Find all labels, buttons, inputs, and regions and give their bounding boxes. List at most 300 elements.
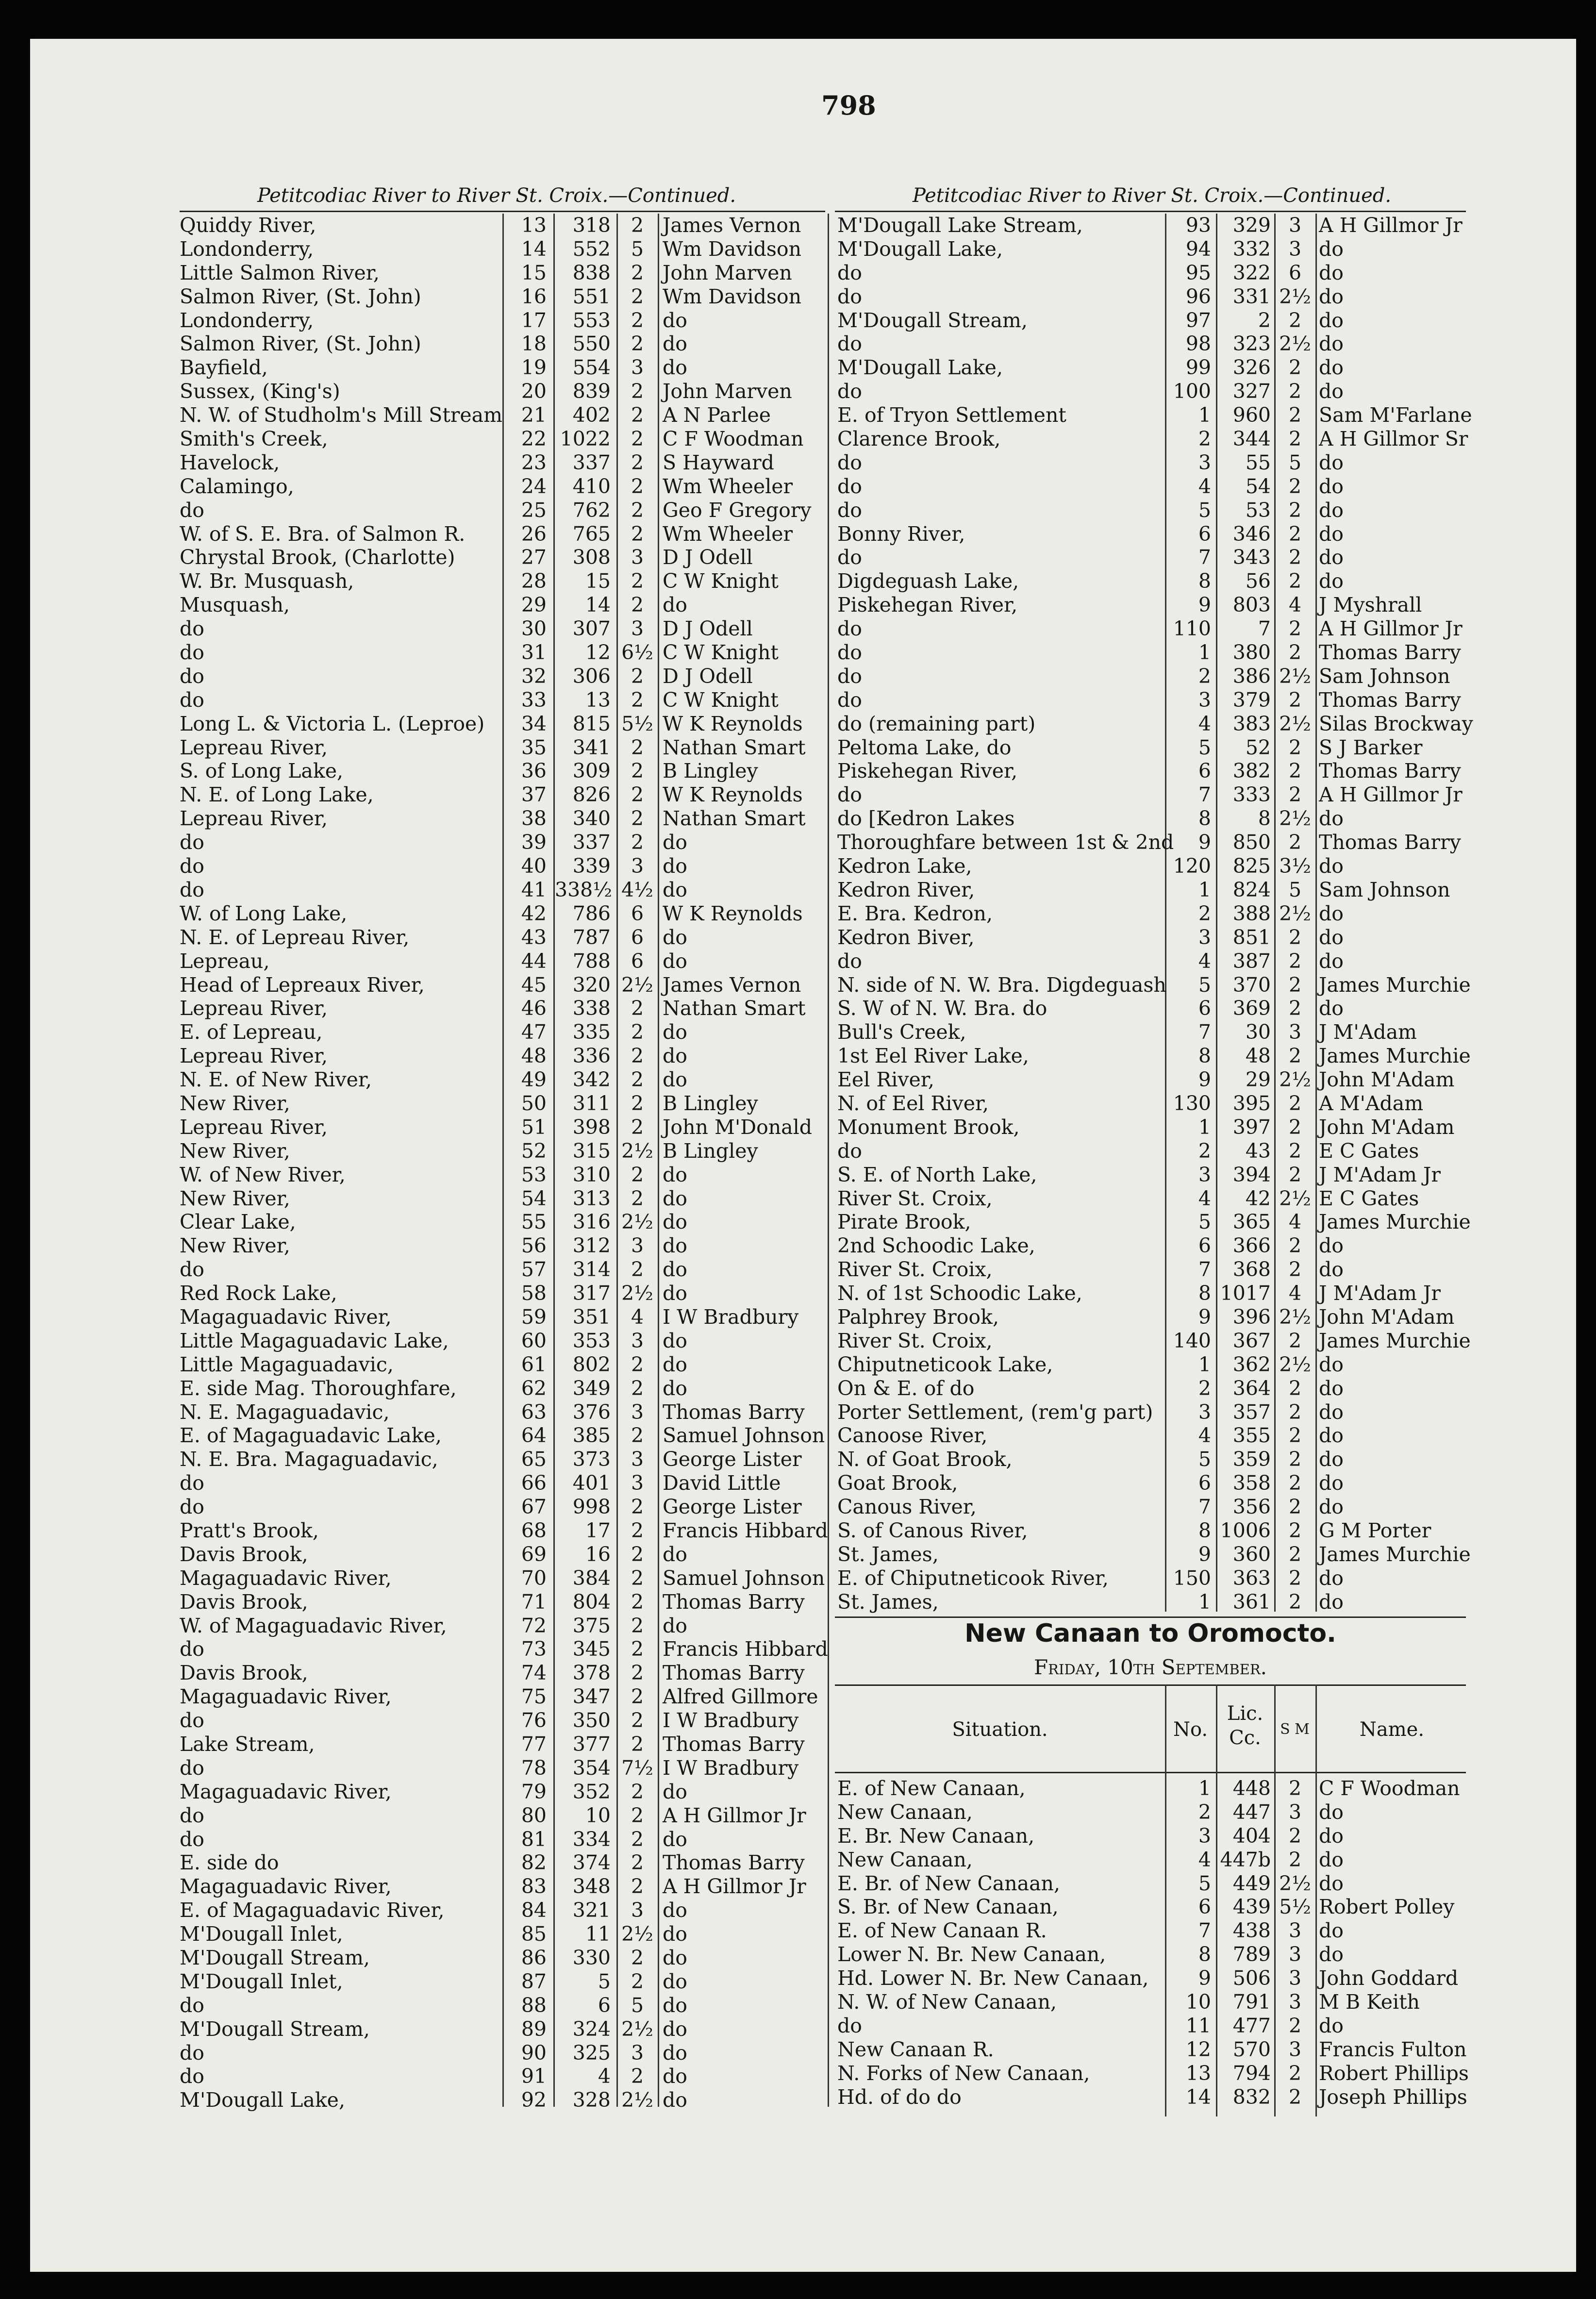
left-cell-licence: 401 bbox=[572, 1471, 611, 1495]
left-cell-square-miles: 3 bbox=[631, 2041, 644, 2065]
sec2-row bbox=[837, 2038, 1468, 2062]
right-cell-number: 150 bbox=[1173, 1566, 1211, 1590]
right-cell-licence: 30 bbox=[1245, 1020, 1271, 1044]
right-cell-licensee: Sam Johnson bbox=[1319, 664, 1450, 688]
left-cell-square-miles: 2½ bbox=[621, 1922, 653, 1946]
right-cell-situation: Bull's Creek, bbox=[837, 1020, 966, 1044]
right-cell-square-miles: 6 bbox=[1288, 261, 1302, 284]
right-cell-square-miles: 2 bbox=[1288, 380, 1302, 403]
left-cell-number: 32 bbox=[521, 664, 547, 688]
right-row bbox=[837, 1353, 1468, 1377]
right-cell-licence: 362 bbox=[1232, 1352, 1271, 1376]
right-cell-situation: do bbox=[837, 617, 862, 641]
left-cell-licensee: do bbox=[663, 593, 687, 617]
left-cell-square-miles: 2 bbox=[631, 498, 644, 522]
left-cell-number: 41 bbox=[521, 878, 547, 901]
right-row bbox=[837, 332, 1468, 356]
left-cell-licence: 313 bbox=[572, 1186, 611, 1210]
left-row bbox=[180, 1163, 825, 1187]
left-cell-situation: Londonderry, bbox=[180, 308, 314, 332]
left-cell-situation: Lepreau River, bbox=[180, 735, 328, 759]
left-cell-square-miles: 2 bbox=[631, 1020, 644, 1044]
left-cell-square-miles: 2 bbox=[631, 807, 644, 831]
left-cell-licence: 315 bbox=[572, 1139, 611, 1163]
left-cell-licensee: C W Knight bbox=[663, 569, 779, 593]
left-row bbox=[180, 1116, 825, 1139]
right-cell-number: 5 bbox=[1198, 735, 1211, 759]
right-cell-licence: 395 bbox=[1232, 1091, 1271, 1115]
right-cell-licensee: do bbox=[1319, 1495, 1344, 1519]
left-cell-square-miles: 7½ bbox=[621, 1756, 653, 1780]
sec2-row bbox=[837, 1919, 1468, 1943]
right-cell-licensee: James Murchie bbox=[1319, 973, 1471, 997]
left-cell-licence: 787 bbox=[572, 925, 611, 949]
left-cell-number: 28 bbox=[521, 569, 547, 593]
left-cell-square-miles: 2 bbox=[631, 1115, 644, 1139]
right-cell-situation: Canoose River, bbox=[837, 1424, 988, 1448]
left-cell-licence: 351 bbox=[572, 1305, 611, 1329]
left-cell-licensee: do bbox=[663, 1329, 687, 1352]
right-cell-number: 99 bbox=[1185, 356, 1211, 380]
left-cell-situation: E. side Mag. Thoroughfare, bbox=[180, 1376, 457, 1400]
right-cell-licensee: G M Porter bbox=[1319, 1518, 1431, 1542]
right-row bbox=[837, 522, 1468, 546]
left-cell-number: 86 bbox=[521, 1946, 547, 1970]
left-row bbox=[180, 1780, 825, 1804]
left-cell-licence: 342 bbox=[572, 1068, 611, 1092]
left-cell-licence: 385 bbox=[572, 1424, 611, 1448]
left-cell-licensee: A H Gillmor Jr bbox=[663, 1803, 806, 1827]
left-row bbox=[180, 1875, 825, 1899]
left-row bbox=[180, 997, 825, 1020]
sec2-row bbox=[837, 1872, 1468, 1896]
left-cell-square-miles: 3 bbox=[631, 617, 644, 641]
right-cell-situation: E. of Tryon Settlement bbox=[837, 403, 1066, 427]
right-cell-square-miles: 2 bbox=[1288, 308, 1302, 332]
right-cell-situation: Pirate Brook, bbox=[837, 1210, 971, 1234]
right-cell-square-miles: 2 bbox=[1288, 1566, 1302, 1590]
right-cell-number: 1 bbox=[1198, 1352, 1211, 1376]
left-cell-situation: do bbox=[180, 1637, 204, 1661]
sec2-cell-licence: 447 bbox=[1232, 1800, 1271, 1824]
left-cell-licence: 1022 bbox=[560, 427, 611, 451]
left-cell-number: 23 bbox=[521, 450, 547, 474]
left-cell-licensee: do bbox=[663, 1614, 687, 1637]
right-cell-licence: 331 bbox=[1232, 284, 1271, 308]
left-cell-licence: 328 bbox=[572, 2088, 611, 2112]
right-cell-licence: 344 bbox=[1232, 427, 1271, 451]
left-cell-licensee: W K Reynolds bbox=[663, 783, 803, 807]
left-cell-licensee: D J Odell bbox=[663, 664, 753, 688]
left-cell-number: 68 bbox=[521, 1518, 547, 1542]
left-cell-licensee: do bbox=[663, 1258, 687, 1282]
left-licence-table bbox=[180, 214, 828, 2112]
right-cell-number: 6 bbox=[1198, 759, 1211, 783]
left-cell-number: 88 bbox=[521, 1993, 547, 2017]
left-cell-situation: Lepreau River, bbox=[180, 807, 328, 831]
right-cell-licence: 388 bbox=[1232, 901, 1271, 925]
right-cell-licensee: John M'Adam bbox=[1319, 1068, 1455, 1092]
right-cell-licence: 824 bbox=[1232, 878, 1271, 901]
left-cell-number: 78 bbox=[521, 1756, 547, 1780]
left-cell-number: 40 bbox=[521, 854, 547, 878]
section-date: Friday, 10th September. bbox=[1033, 1655, 1267, 1679]
right-cell-licence: 333 bbox=[1232, 783, 1271, 807]
left-row bbox=[180, 285, 825, 309]
left-cell-licence: 554 bbox=[572, 356, 611, 380]
left-cell-situation: W. of Magaguadavic River, bbox=[180, 1614, 447, 1637]
sec2-cell-licensee: Robert Phillips bbox=[1319, 2061, 1469, 2085]
right-cell-square-miles: 2 bbox=[1288, 1495, 1302, 1519]
left-cell-licence: 826 bbox=[572, 783, 611, 807]
right-cell-licence: 396 bbox=[1232, 1305, 1271, 1329]
left-cell-number: 36 bbox=[521, 759, 547, 783]
left-cell-licence: 402 bbox=[572, 403, 611, 427]
right-cell-licence: 960 bbox=[1232, 403, 1271, 427]
right-cell-situation: Kedron Lake, bbox=[837, 854, 972, 878]
right-cell-number: 130 bbox=[1173, 1091, 1211, 1115]
left-cell-square-miles: 2 bbox=[631, 2065, 644, 2088]
right-cell-square-miles: 2 bbox=[1288, 498, 1302, 522]
right-cell-number: 100 bbox=[1173, 380, 1211, 403]
right-cell-licence: 394 bbox=[1232, 1163, 1271, 1186]
right-cell-square-miles: 2½ bbox=[1279, 901, 1311, 925]
left-row bbox=[180, 2065, 825, 2088]
sec2-cell-licence: 791 bbox=[1232, 1990, 1271, 2014]
right-cell-licence: 7 bbox=[1258, 617, 1271, 641]
right-row bbox=[837, 1092, 1468, 1116]
page-number: 798 bbox=[821, 90, 876, 121]
left-cell-square-miles: 2 bbox=[631, 1186, 644, 1210]
left-cell-licence: 11 bbox=[585, 1922, 611, 1946]
left-cell-situation: Quiddy River, bbox=[180, 214, 316, 237]
left-cell-situation: M'Dougall Lake, bbox=[180, 2088, 345, 2112]
sec2-cell-licensee: John Goddard bbox=[1319, 1966, 1459, 1990]
right-cell-square-miles: 2 bbox=[1288, 925, 1302, 949]
left-cell-situation: Salmon River, (St. John) bbox=[180, 284, 421, 308]
right-cell-situation: N. side of N. W. Bra. Digdeguash bbox=[837, 973, 1166, 997]
left-cell-number: 46 bbox=[521, 997, 547, 1020]
left-cell-situation: do bbox=[180, 1709, 204, 1733]
right-cell-licence: 370 bbox=[1232, 973, 1271, 997]
right-cell-licence: 379 bbox=[1232, 688, 1271, 712]
left-cell-licence: 762 bbox=[572, 498, 611, 522]
right-cell-situation: E. of Chiputneticook River, bbox=[837, 1566, 1109, 1590]
left-row bbox=[180, 688, 825, 712]
right-row bbox=[837, 759, 1468, 783]
right-cell-licence: 1017 bbox=[1220, 1282, 1271, 1305]
left-cell-situation: Magaguadavic River, bbox=[180, 1305, 392, 1329]
right-cell-licensee: do bbox=[1319, 901, 1344, 925]
left-cell-licence: 788 bbox=[572, 949, 611, 973]
left-cell-situation: Davis Brook, bbox=[180, 1661, 308, 1685]
left-cell-licensee: do bbox=[663, 925, 687, 949]
right-cell-square-miles: 2 bbox=[1288, 783, 1302, 807]
right-cell-square-miles: 2½ bbox=[1279, 332, 1311, 356]
left-row bbox=[180, 950, 825, 973]
sec2-cell-situation: S. Br. of New Canaan, bbox=[837, 1895, 1059, 1919]
left-row bbox=[180, 499, 825, 522]
left-cell-licensee: Wm Davidson bbox=[663, 284, 802, 308]
sec2-cell-number: 9 bbox=[1198, 1966, 1211, 1990]
left-row bbox=[180, 261, 825, 285]
left-cell-situation: do bbox=[180, 641, 204, 665]
left-cell-number: 65 bbox=[521, 1448, 547, 1471]
right-cell-situation: do (remaining part) bbox=[837, 712, 1036, 735]
right-cell-licensee: Thomas Barry bbox=[1319, 831, 1461, 854]
left-cell-situation: do bbox=[180, 854, 204, 878]
right-cell-square-miles: 2 bbox=[1288, 759, 1302, 783]
left-cell-square-miles: 3 bbox=[631, 1234, 644, 1258]
right-cell-square-miles: 2½ bbox=[1279, 1305, 1311, 1329]
left-cell-licence: 330 bbox=[572, 1946, 611, 1970]
right-cell-licensee: do bbox=[1319, 308, 1344, 332]
left-cell-number: 73 bbox=[521, 1637, 547, 1661]
right-cell-square-miles: 2 bbox=[1288, 1139, 1302, 1163]
left-cell-situation: New River, bbox=[180, 1186, 290, 1210]
left-cell-square-miles: 3 bbox=[631, 1448, 644, 1471]
right-cell-situation: do bbox=[837, 261, 862, 284]
right-cell-square-miles: 2 bbox=[1288, 474, 1302, 498]
right-cell-licence: 361 bbox=[1232, 1590, 1271, 1614]
left-cell-number: 53 bbox=[521, 1163, 547, 1186]
right-cell-licensee: John M'Adam bbox=[1319, 1115, 1455, 1139]
left-cell-licence: 309 bbox=[572, 759, 611, 783]
right-cell-square-miles: 2 bbox=[1288, 1518, 1302, 1542]
left-row bbox=[180, 1400, 825, 1424]
right-cell-licensee: do bbox=[1319, 261, 1344, 284]
sec2-cell-square-miles: 3 bbox=[1288, 1943, 1302, 1966]
right-row bbox=[837, 356, 1468, 380]
left-cell-licence: 786 bbox=[572, 901, 611, 925]
left-cell-licence: 376 bbox=[572, 1400, 611, 1424]
sec2-row bbox=[837, 1848, 1468, 1872]
right-cell-square-miles: 2½ bbox=[1279, 284, 1311, 308]
right-cell-number: 6 bbox=[1198, 1471, 1211, 1495]
left-row bbox=[180, 1187, 825, 1211]
left-row bbox=[180, 332, 825, 356]
left-cell-situation: Lepreau River, bbox=[180, 997, 328, 1020]
left-cell-licensee: Alfred Gillmore bbox=[663, 1685, 818, 1709]
right-cell-number: 95 bbox=[1185, 261, 1211, 284]
left-cell-square-miles: 2 bbox=[631, 1709, 644, 1733]
right-cell-square-miles: 2 bbox=[1288, 522, 1302, 546]
right-licence-table bbox=[837, 214, 1473, 1614]
left-cell-square-miles: 2½ bbox=[621, 1282, 653, 1305]
right-cell-licensee: Sam Johnson bbox=[1319, 878, 1450, 901]
right-cell-licensee: do bbox=[1319, 925, 1344, 949]
sec2-cell-number: 3 bbox=[1198, 1824, 1211, 1848]
right-cell-situation: M'Dougall Lake Stream, bbox=[837, 214, 1083, 237]
sec2-cell-licence: 789 bbox=[1232, 1943, 1271, 1966]
right-cell-situation: 1st Eel River Lake, bbox=[837, 1044, 1029, 1068]
left-row bbox=[180, 712, 825, 736]
right-cell-situation: River St. Croix, bbox=[837, 1258, 993, 1282]
right-row bbox=[837, 403, 1472, 427]
left-cell-situation: do bbox=[180, 2041, 204, 2065]
left-cell-licence: 5 bbox=[598, 1969, 611, 1993]
right-cell-licensee: do bbox=[1319, 1448, 1344, 1471]
left-cell-situation: N. E. Magaguadavic, bbox=[180, 1400, 390, 1424]
right-row bbox=[837, 854, 1468, 878]
right-row bbox=[837, 261, 1468, 285]
left-cell-number: 20 bbox=[521, 380, 547, 403]
left-cell-square-miles: 2½ bbox=[621, 973, 653, 997]
right-cell-situation: do bbox=[837, 1139, 862, 1163]
right-row bbox=[837, 1282, 1468, 1305]
sec2-cell-licensee: Francis Fulton bbox=[1319, 2037, 1467, 2061]
right-cell-situation: M'Dougall Lake, bbox=[837, 237, 1003, 261]
right-cell-square-miles: 2 bbox=[1288, 617, 1302, 641]
right-cell-number: 96 bbox=[1185, 284, 1211, 308]
sec2-cell-square-miles: 3 bbox=[1288, 1966, 1302, 1990]
left-cell-situation: Lepreau, bbox=[180, 949, 270, 973]
left-cell-number: 84 bbox=[521, 1899, 547, 1922]
left-cell-licensee: do bbox=[663, 308, 687, 332]
sec2-row bbox=[837, 1800, 1468, 1824]
right-cell-square-miles: 2 bbox=[1288, 1542, 1302, 1566]
sec2-cell-licensee: do bbox=[1319, 1800, 1344, 1824]
left-cell-number: 31 bbox=[521, 641, 547, 665]
left-cell-licence: 320 bbox=[572, 973, 611, 997]
left-cell-situation: Londonderry, bbox=[180, 237, 314, 261]
left-cell-number: 15 bbox=[521, 261, 547, 284]
left-cell-licensee: do bbox=[663, 1827, 687, 1851]
left-cell-licensee: B Lingley bbox=[663, 1091, 758, 1115]
right-cell-licence: 357 bbox=[1232, 1400, 1271, 1424]
right-cell-licence: 358 bbox=[1232, 1471, 1271, 1495]
left-cell-number: 13 bbox=[521, 214, 547, 237]
left-cell-square-miles: 2 bbox=[631, 261, 644, 284]
right-cell-square-miles: 4 bbox=[1288, 1282, 1302, 1305]
left-cell-licensee: do bbox=[663, 831, 687, 854]
left-cell-situation: Lepreau River, bbox=[180, 1044, 328, 1068]
sec2-cell-licence: 794 bbox=[1232, 2061, 1271, 2085]
left-cell-licensee: S Hayward bbox=[663, 450, 774, 474]
new-canaan-table bbox=[837, 1777, 1468, 2109]
left-cell-licensee: Thomas Barry bbox=[663, 1400, 805, 1424]
left-cell-licensee: Nathan Smart bbox=[663, 997, 806, 1020]
sec2-cell-situation: E. Br. of New Canaan, bbox=[837, 1871, 1060, 1895]
right-cell-licence: 55 bbox=[1245, 450, 1271, 474]
left-cell-situation: do bbox=[180, 1495, 204, 1519]
right-cell-number: 120 bbox=[1173, 854, 1211, 878]
left-cell-licence: 316 bbox=[572, 1210, 611, 1234]
right-cell-situation: Porter Settlement, (rem'g part) bbox=[837, 1400, 1153, 1424]
left-cell-number: 49 bbox=[521, 1068, 547, 1092]
right-cell-licensee: Silas Brockway bbox=[1319, 712, 1473, 735]
left-cell-square-miles: 2 bbox=[631, 427, 644, 451]
left-cell-licence: 6 bbox=[598, 1993, 611, 2017]
right-cell-square-miles: 2 bbox=[1288, 1590, 1302, 1614]
right-cell-situation: Kedron River, bbox=[837, 878, 975, 901]
left-cell-licence: 338 bbox=[572, 997, 611, 1020]
left-heading-rule bbox=[180, 211, 825, 212]
right-cell-licensee: J M'Adam Jr bbox=[1319, 1282, 1441, 1305]
right-cell-situation: Thoroughfare between 1st & 2nd bbox=[837, 831, 1174, 854]
right-column-heading: Petitcodiac River to River St. Croix.—Continued. bbox=[913, 184, 1392, 207]
right-cell-square-miles: 2½ bbox=[1279, 807, 1311, 831]
left-row bbox=[180, 546, 825, 569]
right-cell-square-miles: 3 bbox=[1288, 214, 1302, 237]
right-cell-situation: do bbox=[837, 332, 862, 356]
right-cell-licence: 322 bbox=[1232, 261, 1271, 284]
sec2-cell-square-miles: 2 bbox=[1288, 2014, 1302, 2037]
right-cell-number: 1 bbox=[1198, 878, 1211, 901]
right-row bbox=[837, 499, 1468, 522]
right-row bbox=[837, 309, 1468, 333]
left-row bbox=[180, 1804, 825, 1828]
left-cell-licensee: B Lingley bbox=[663, 759, 758, 783]
left-cell-number: 34 bbox=[521, 712, 547, 735]
right-row bbox=[837, 1068, 1468, 1092]
sec2-cell-situation: New Canaan R. bbox=[837, 2037, 994, 2061]
right-row bbox=[837, 617, 1468, 641]
sec2-cell-situation: E. of New Canaan R. bbox=[837, 1919, 1047, 1943]
right-cell-licensee: do bbox=[1319, 1258, 1344, 1282]
right-cell-licensee: do bbox=[1319, 1234, 1344, 1258]
right-cell-number: 5 bbox=[1198, 1210, 1211, 1234]
left-cell-square-miles: 6½ bbox=[621, 641, 653, 665]
sec2-row bbox=[837, 2014, 1468, 2038]
sec2-cell-number: 12 bbox=[1185, 2037, 1211, 2061]
left-cell-situation: E. of Magaguadavic Lake, bbox=[180, 1424, 442, 1448]
right-row bbox=[837, 973, 1471, 997]
left-row bbox=[180, 1614, 825, 1638]
left-cell-licensee: do bbox=[663, 1376, 687, 1400]
right-cell-situation: do bbox=[837, 664, 862, 688]
left-cell-situation: Little Salmon River, bbox=[180, 261, 380, 284]
sec2-cell-licence: 506 bbox=[1232, 1966, 1271, 1990]
right-cell-licence: 368 bbox=[1232, 1258, 1271, 1282]
left-cell-licence: 345 bbox=[572, 1637, 611, 1661]
left-cell-number: 44 bbox=[521, 949, 547, 973]
right-cell-number: 1 bbox=[1198, 403, 1211, 427]
right-cell-square-miles: 2½ bbox=[1279, 1352, 1311, 1376]
sec2-cell-square-miles: 3 bbox=[1288, 1800, 1302, 1824]
left-cell-square-miles: 2 bbox=[631, 593, 644, 617]
right-cell-licence: 52 bbox=[1245, 735, 1271, 759]
left-cell-square-miles: 2 bbox=[631, 1851, 644, 1875]
left-cell-square-miles: 6 bbox=[631, 925, 644, 949]
left-cell-situation: N. E. of New River, bbox=[180, 1068, 372, 1092]
right-cell-square-miles: 3 bbox=[1288, 237, 1302, 261]
right-row bbox=[837, 1400, 1468, 1424]
left-cell-square-miles: 2 bbox=[631, 1424, 644, 1448]
left-cell-number: 60 bbox=[521, 1329, 547, 1352]
left-row bbox=[180, 878, 825, 902]
right-cell-number: 8 bbox=[1198, 1282, 1211, 1305]
right-row bbox=[837, 475, 1468, 499]
left-cell-licensee: C W Knight bbox=[663, 688, 779, 712]
right-cell-licensee: S J Barker bbox=[1319, 735, 1423, 759]
right-cell-licensee: do bbox=[1319, 1471, 1344, 1495]
right-cell-number: 7 bbox=[1198, 1020, 1211, 1044]
right-cell-number: 1 bbox=[1198, 641, 1211, 665]
left-cell-licensee: I W Bradbury bbox=[663, 1756, 799, 1780]
left-cell-situation: Davis Brook, bbox=[180, 1590, 308, 1614]
left-cell-situation: do bbox=[180, 831, 204, 854]
sec2-cell-square-miles: 2 bbox=[1288, 2085, 1302, 2109]
sec2-cell-square-miles: 2 bbox=[1288, 1848, 1302, 1871]
sec2-cell-licence: 439 bbox=[1232, 1895, 1271, 1919]
left-cell-number: 59 bbox=[521, 1305, 547, 1329]
left-cell-licensee: Thomas Barry bbox=[663, 1590, 805, 1614]
right-cell-situation: do [Kedron Lakes bbox=[837, 807, 1015, 831]
left-cell-licensee: do bbox=[663, 2017, 687, 2041]
sec2-cell-number: 14 bbox=[1185, 2085, 1211, 2109]
left-cell-licence: 839 bbox=[572, 380, 611, 403]
